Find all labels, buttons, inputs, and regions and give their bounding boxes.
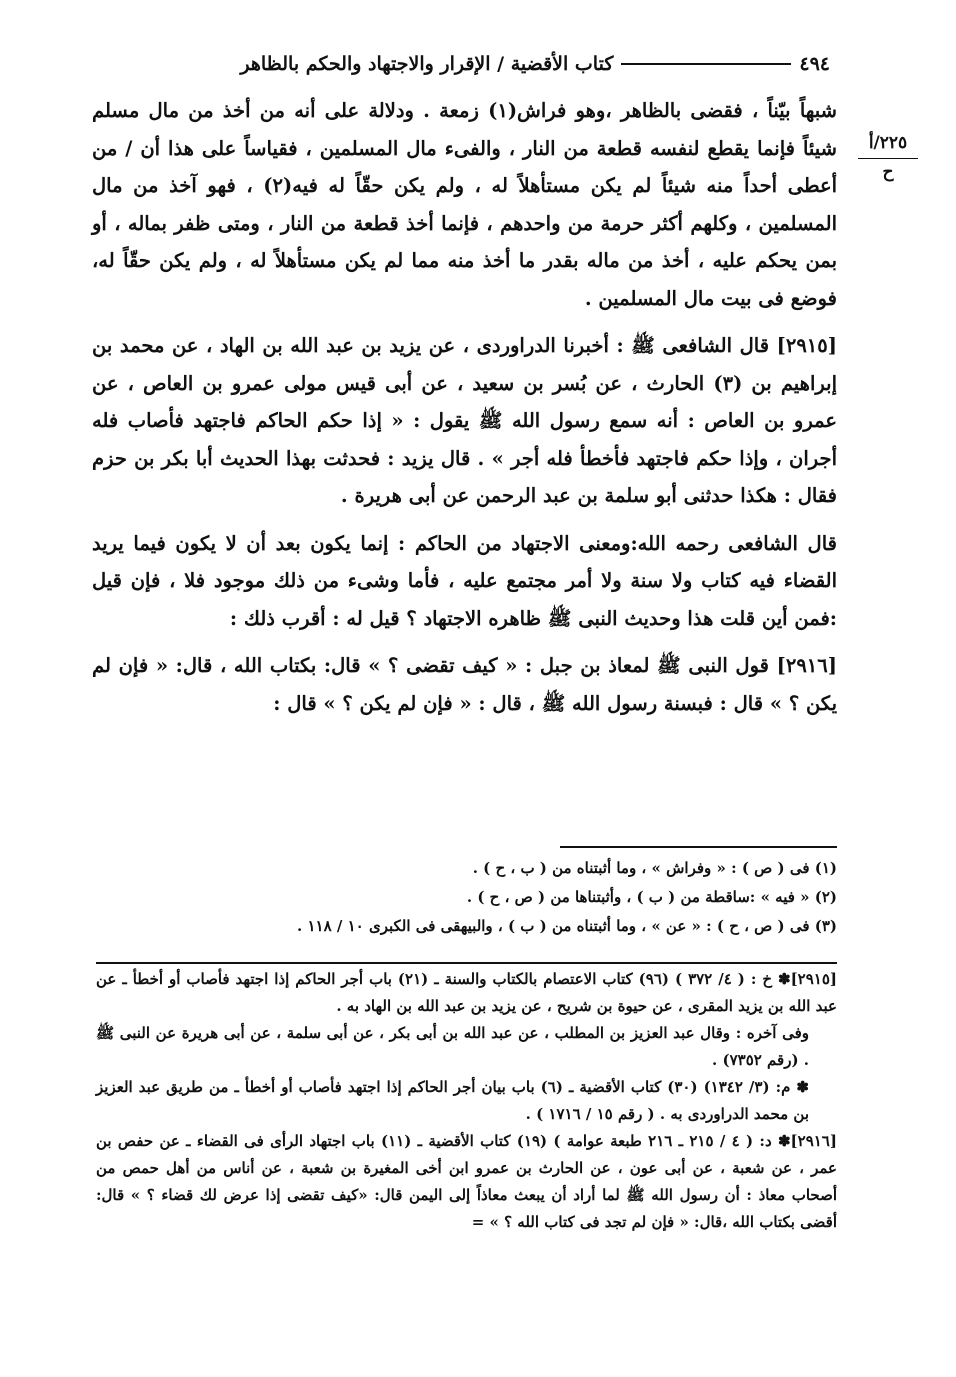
paragraph-continuation: شبهاً بيّناً ، فقضى بالظاهر ،وهو فراش(١) زمعة . ودلالة على أنه من أخذ من مال مسلم شيئاً فإنما يقطع لنفسه قطعة من النار ، والفىء مال المسلمين ، فقياساً على هذا أن / من أعطى أحداً منه شيئاً لم يكن مستأهلاً له ، ولم يكن حقّاً له فيه(٢) ، فهو آخذ من مال المسلمين ، وكلهم أكثر حرمة من واحدهم ، فإنما أخذ قطعة من النار ، ومتى ظفر بماله ، أو بمن يحكم عليه ، أخذ من ماله بقدر ما أخذ منه مما لم يكن مستأهلاً له ، ولم يكن حقّاً له، فوضع فى بيت مال المسلمين . [92,99,837,310]
page-number: ٤٩٤ [799,53,830,75]
takhrij-2915-muslim: ✽ م: (٣/ ١٣٤٢) (٣٠) كتاب الأقضية ـ (٦) باب بيان أجر الحاكم إذا اجتهد فأصاب أو أخطأ ـ من طريق عبد العزيز بن محمد الدراوردى به . ( رقم ١٥ / ١٧١٦ ) . [96,1078,809,1123]
shafii-text: رحمه الله:ومعنى الاجتهاد من الحاكم : إنما يكون بعد أن لا يكون فيما يريد القضاء فيه كتاب ولا سنة ولا أمر مجتمع عليه ، فأما وشىء من ذلك موجود فلا ، فإن قيل :فمن أين قلت هذا وحديث النبى ﷺ ظاهره الاجتهاد ؟ قيل له : أقرب ذلك : [92,531,837,630]
takhrij-section [96,966,837,1236]
manuscript-folio-note [858,130,918,185]
footnote-3: (٣) فى ( ص ، ح ) : « عن » ، وما أثبتناه من ( ب ) ، والبيهقى فى الكبرى ١٠ / ١١٨ . [297,917,837,935]
manuscript-letter: ح [882,162,894,182]
shafii-label: قال الشافعى [728,531,837,555]
hadith-2915 [92,327,837,515]
main-text [92,92,837,726]
takhrij-2915-addendum: وفى آخره : وقال عبد العزيز بن المطلب ، عن عبد الله بن أبى بكر ، عن أبى سلمة ، عن أبى هريرة عن النبى ﷺ . (رقم ٧٣٥٢) . [96,1024,809,1069]
header-rule [621,63,791,65]
hadith-2916 [92,647,837,722]
running-title: كتاب الأقضية / الإقرار والاجتهاد والحكم بالظاهر [240,53,614,75]
hadith-2916-label: [٢٩١٦] [776,654,837,677]
hadith-2915-label: [٢٩١٥] قال الشافعى ﷺ [631,334,837,357]
hadith-2916-text: قول النبى ﷺ لمعاذ بن جبل : « كيف تقضى ؟ » قال: بكتاب الله ، قال: « فإن لم يكن ؟ » قال : فبسنة رسول الله ﷺ ، قال : « فإن لم يكن ؟ » قال : [92,654,837,715]
footnote-separator [560,846,837,848]
shafii-commentary [92,525,837,638]
hadith-2915-text: : أخبرنا الدراوردى ، عن يزيد بن عبد الله بن الهاد ، عن محمد بن إبراهيم بن (٣) الحارث ، عن بُسر بن سعيد ، عن أبى قيس مولى عمرو بن العاص ، عن عمرو بن العاص : أنه سمع رسول الله ﷺ يقول : « إذا حكم الحاكم فاجتهد فأصاب فله أجران ، وإذا حكم فاجتهد فأخطأ فله أجر » . قال يزيد : فحدثت بهذا الحديث أبا بكر بن حزم فقال : هكذا حدثنى أبو سلمة بن عبد الرحمن عن أبى هريرة . [92,334,837,507]
takhrij-2916: [٢٩١٦]✽ د: ( ٤ / ٢١٥ ـ ٢١٦ طبعة عوامة ) (١٩) كتاب الأقضية ـ (١١) باب اجتهاد الرأى فى القضاء ـ عن حفص بن عمر ، عن شعبة ، عن أبى عون ، عن الحارث بن عمرو ابن أخى المغيرة بن شعبة ، عن أناس من أهل حمص من أصحاب معاذ : أن رسول الله ﷺ لما أراد أن يبعث معاذاً إلى اليمن قال: «كيف تقضى إذا عرض لك قضاء ؟ » قال: أقضى بكتاب الله ،قال: « فإن لم تجد فى كتاب الله ؟ » = [96,1132,837,1231]
footnotes [200,854,837,941]
footnote-2: (٢) « فيه » :ساقطة من ( ب ) ، وأثبتناها من ( ص ، ح ) . [466,888,837,906]
page-header [90,44,830,84]
takhrij-2915: [٢٩١٥]✽ خ : ( ٤/ ٣٧٢ ) (٩٦) كتاب الاعتصام بالكتاب والسنة ـ (٢١) باب أجر الحاكم إذا اجتهد فأصاب أو أخطأ ـ عن عبد الله بن يزيد المقرى ، عن حيوة بن شريح ، عن يزيد بن عبد الله بن الهاد به . [96,970,838,1015]
takhrij-separator [96,962,837,964]
folio-ref: ٢٢٥/أ [858,130,918,159]
footnote-1: (١) فى ( ص ) : « وفراش » ، وما أثبتناه من ( ب ، ح ) . [472,859,837,877]
